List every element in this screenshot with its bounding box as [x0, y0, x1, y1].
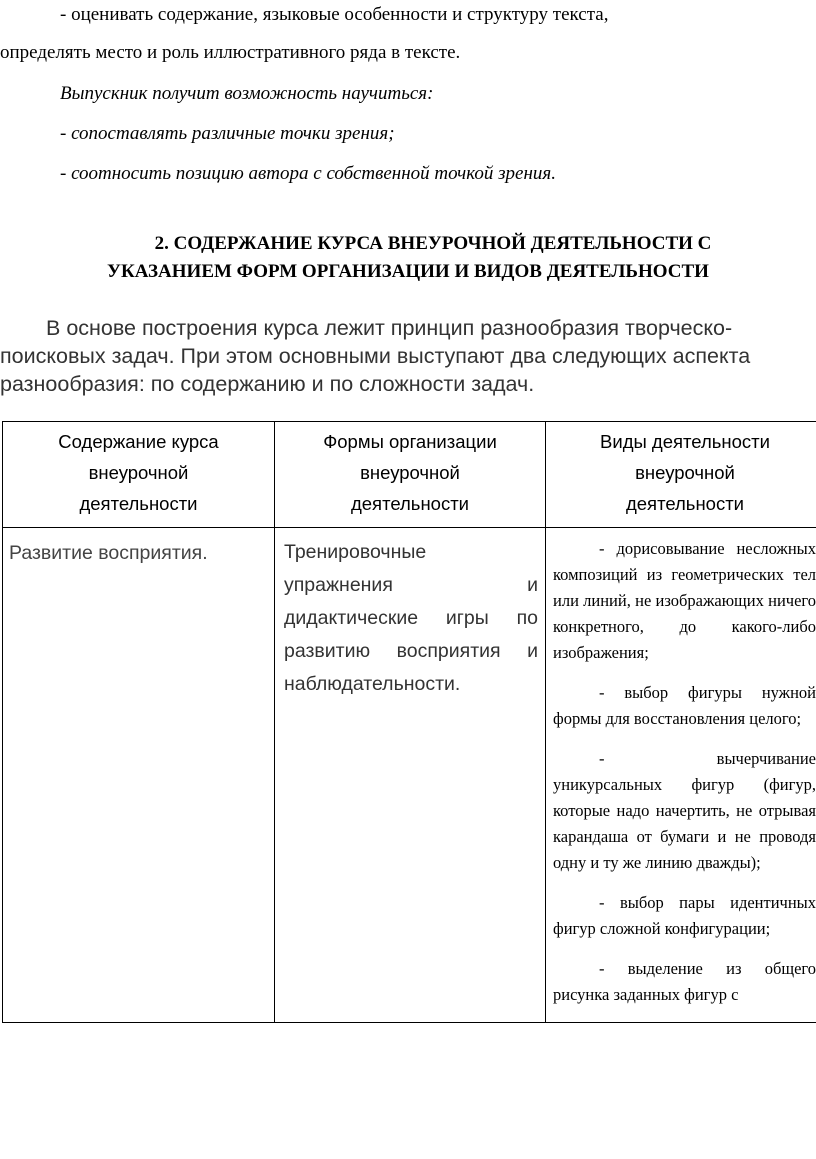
- table-header-row: [3, 422, 816, 528]
- text-line: - соотносить позицию автора с собственной точкой зрения.: [60, 163, 556, 184]
- activity-item: - выделение из общего рисунка заданных фигур с: [553, 959, 816, 1004]
- text-line: Выпускник получит возможность научиться:: [60, 83, 434, 104]
- section-heading: [0, 230, 816, 286]
- header-cell: [546, 422, 816, 528]
- activities-table: [2, 421, 816, 1023]
- content-cell: Развитие восприятия.: [3, 528, 275, 1023]
- intro-line: разнообразия: по содержанию и по сложности задач.: [0, 372, 535, 396]
- activity-item: - вычерчивание уникурсальных фигур (фигур, которые надо начертить, не отрывая карандаша от бумаги и не проводя одну и ту же линию дважды);: [553, 749, 816, 872]
- header-text: внеурочной: [88, 462, 189, 483]
- header-cell: [3, 422, 275, 528]
- activity-item: - выбор пары идентичных фигур сложной конфигурации;: [553, 893, 816, 938]
- activities-cell: [546, 528, 816, 1023]
- text-line: определять место и роль иллюстративного ряда в тексте.: [0, 42, 461, 63]
- activity-item: - дорисовывание несложных композиций из геометрических тел или линий, не изображающих ничего конкретного, до какого-либо изображения;: [553, 539, 816, 662]
- intro-line: поисковых задач. При этом основными выступают два следующих аспекта: [0, 344, 751, 368]
- header-text: деятельности: [350, 493, 470, 514]
- header-text: Содержание курса: [58, 431, 219, 452]
- heading-line: УКАЗАНИЕМ ФОРМ ОРГАНИЗАЦИИ И ВИДОВ ДЕЯТЕЛЬНОСТИ: [107, 261, 709, 282]
- header-text: деятельности: [625, 493, 745, 514]
- header-text: внеурочной: [635, 462, 735, 483]
- intro-line: В основе построения курса лежит принцип разнообразия творческо-: [46, 316, 733, 340]
- text-line: - оценивать содержание, языковые особенности и структуру текста,: [60, 4, 609, 25]
- header-text: деятельности: [79, 493, 198, 514]
- activity-item: - выбор фигуры нужной формы для восстановления целого;: [553, 683, 816, 728]
- header-text: Формы организации: [323, 431, 497, 452]
- header-text: Виды деятельности: [600, 431, 770, 452]
- forms-cell: Тренировочные упражнения и дидактические игры по развитию восприятия и наблюдательности.: [275, 528, 546, 1023]
- header-text: внеурочной: [360, 462, 460, 483]
- text-line: - сопоставлять различные точки зрения;: [60, 123, 395, 144]
- table-row: [3, 528, 816, 1023]
- heading-line: 2. СОДЕРЖАНИЕ КУРСА ВНЕУРОЧНОЙ ДЕЯТЕЛЬНОСТИ С: [154, 233, 712, 254]
- header-cell: [275, 422, 546, 528]
